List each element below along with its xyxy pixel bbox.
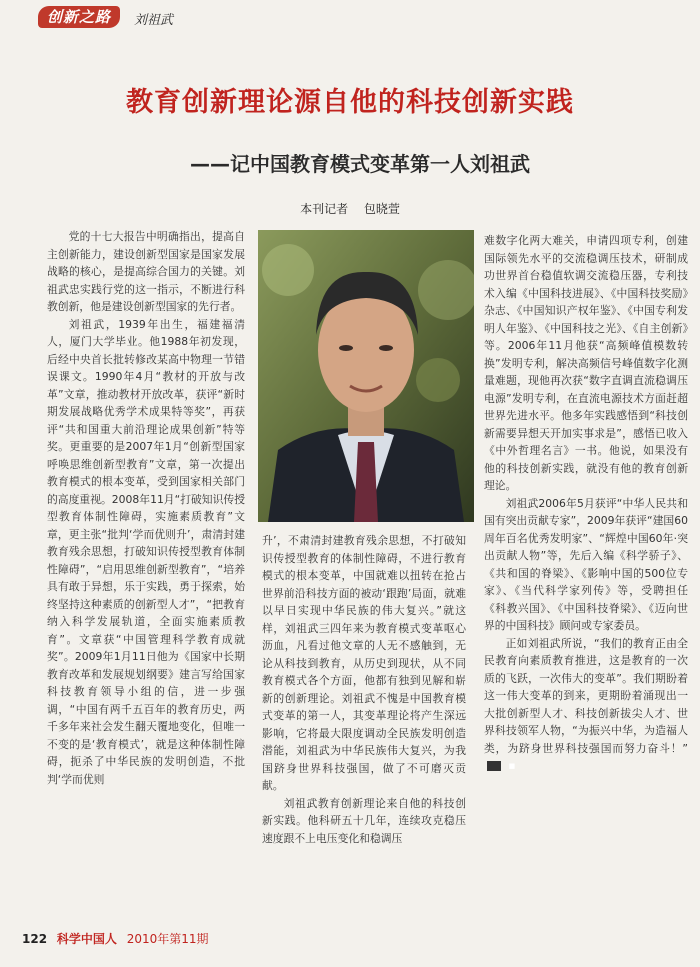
article-title: 教育创新理论源自他的科技创新实践 — [126, 87, 574, 118]
paragraph: 刘祖武2006年5月获评“中华人民共和国有突出贡献专家”，2009年获评“建国60周年百名优秀发明家”、“辉煌中国60年·突出贡献人物”等，先后入编《科学骄子》、《共和国的脊梁》、《影响中国的500位专家》、《当代科学家列传》等，受聘担任《科教兴国》、《中国科技脊梁》、《迈向世界的中国科技》顾问或专家委员。 — [484, 496, 688, 632]
byline-name: 包晓萱 — [363, 202, 400, 216]
paragraph: 刘祖武，1939年出生，福建福清人，厦门大学毕业。他1988年初发现，后经中央首长批转修改某高中物理一节错误课文。1990年4月“教材的开放与改革”文章，推动教材开放改革，获评“新时期发展战略优秀学术成果特等奖”，再获评“共和国重大前沿理论成果创新”特等奖。更重要的是2007年1月“创新型国家呼唤思维创新型教育”文章，第一次提出教育模式的根本变革，受到国家相关部门的高度重视。2008年11月“打破知识传授型教育体制性障碍，实施素质教育”文章，更主张“批判‘学而优则升’，肃清封建教育残余思想，打破知识传授型教育体制性障碍”，“启用思维创新型教育”，“培养具有敢于异想，乐于实践，勇于探索，始终坚持这种素质的创新型人才”，“把教育纳入科学发展轨道，全面实施素质教育”。文章获“中国管理科学教育成就奖”。2009年1月11日他为《国家中长期教育改革和发展规划纲要》建言写给国家科技教育领导小组的信，进一步强调，“中国有两千五百年的教育历史，两千多年来社会发生翻天覆地变化，但唯一不变的是‘教育模式’，就是这种体制性障碍，扼杀了中华民族的发明创造，不批判‘学而优则 — [47, 317, 245, 786]
end-mark: ■ — [487, 761, 501, 771]
article-subtitle: ——记中国教育模式变革第一人刘祖武 — [190, 152, 530, 176]
page-number: 122 — [22, 932, 48, 946]
column-author: 刘祖武 — [134, 13, 174, 28]
byline — [0, 200, 700, 217]
paragraph: 刘祖武教育创新理论来自他的科技创新实践。他科研五十几年，连续攻克稳压速度跟不上电压变化和稳调压 — [262, 796, 466, 845]
text-column-right — [484, 232, 688, 908]
paragraph-text: 正如刘祖武所说，“我们的教育正由全民教育向素质教育推进，这是教育的一次质的飞跃，一次伟大的变革”。我们期盼着这一伟大变革的到来，更期盼着涌现出一大批创新型人才、科技创新拔尖人才、世界科技领军人物，“为振兴中华，为造福人类，为跻身世界科技强国而努力奋斗！” — [484, 636, 688, 755]
page-footer — [22, 930, 209, 947]
magazine-name: 科学中国人 — [56, 932, 117, 946]
portrait-figure-icon — [258, 230, 474, 522]
column-tag: 创新之路 — [38, 6, 120, 28]
paragraph — [484, 635, 688, 775]
paragraph: 党的十七大报告中明确指出，提高自主创新能力，建设创新型国家是国家发展战略的核心，是提高综合国力的关键。刘祖武忠实践行党的这一指示，不断进行科教创新，他是建设创新型国家的先行者。 — [47, 230, 245, 313]
byline-role: 本刊记者 — [300, 202, 349, 216]
portrait-photo — [258, 230, 474, 522]
paragraph: 升’，不肃清封建教育残余思想，不打破知识传授型教育的体制性障碍，不进行教育模式的根本变革，中国就难以扭转在抢占世界前沿科技方面的被动‘跟跑’局面，就难以早日实现中华民族的伟大复兴。”就这样，刘祖武三四年来为教育模式变革呕心沥血，凡看过他文章的人无不感触到，无论从科技到教育，从历史到现状，从不同教育模式各个方面，他都有独到见解和崭新的创新理论。刘祖武不愧是中国教育模式变革的第一人，其变革理论将产生深远影响，它将最大限度调动全民族发明创造潜能，刘祖武为中华民族伟大复兴，为我国跻身世界科技强国，做了不可磨灭贡献。 — [262, 534, 466, 792]
text-column-left — [47, 228, 245, 920]
text-column-middle — [262, 532, 466, 904]
issue-label: 2010年第11期 — [126, 932, 209, 946]
paragraph: 难数字化两大难关，申请四项专利，创建国际领先水平的交流稳调压技术，研制成功世界首台稳值软调交流稳压器，专利技术入编《中国科技进展》、《中国科技奖励》杂志、《中国知识产权年鉴》、《中国专利发明人年鉴》、《中国科技之光》、《自主创新》等。2006年11月他获“高频峰值模数转换”发明专利，解决高频信号峰值数字化测量难题，现他再次获“数字直调直流稳调压电源”发明专利，在直流电源技术方面赶超世界先进水平。他多年实践感悟到“科技创新需要异想天开加实事求是”，感悟已收入《中外哲理名言》一书。他说，如果没有他的科技创新实践，就没有他的教育创新理论。 — [484, 234, 688, 492]
